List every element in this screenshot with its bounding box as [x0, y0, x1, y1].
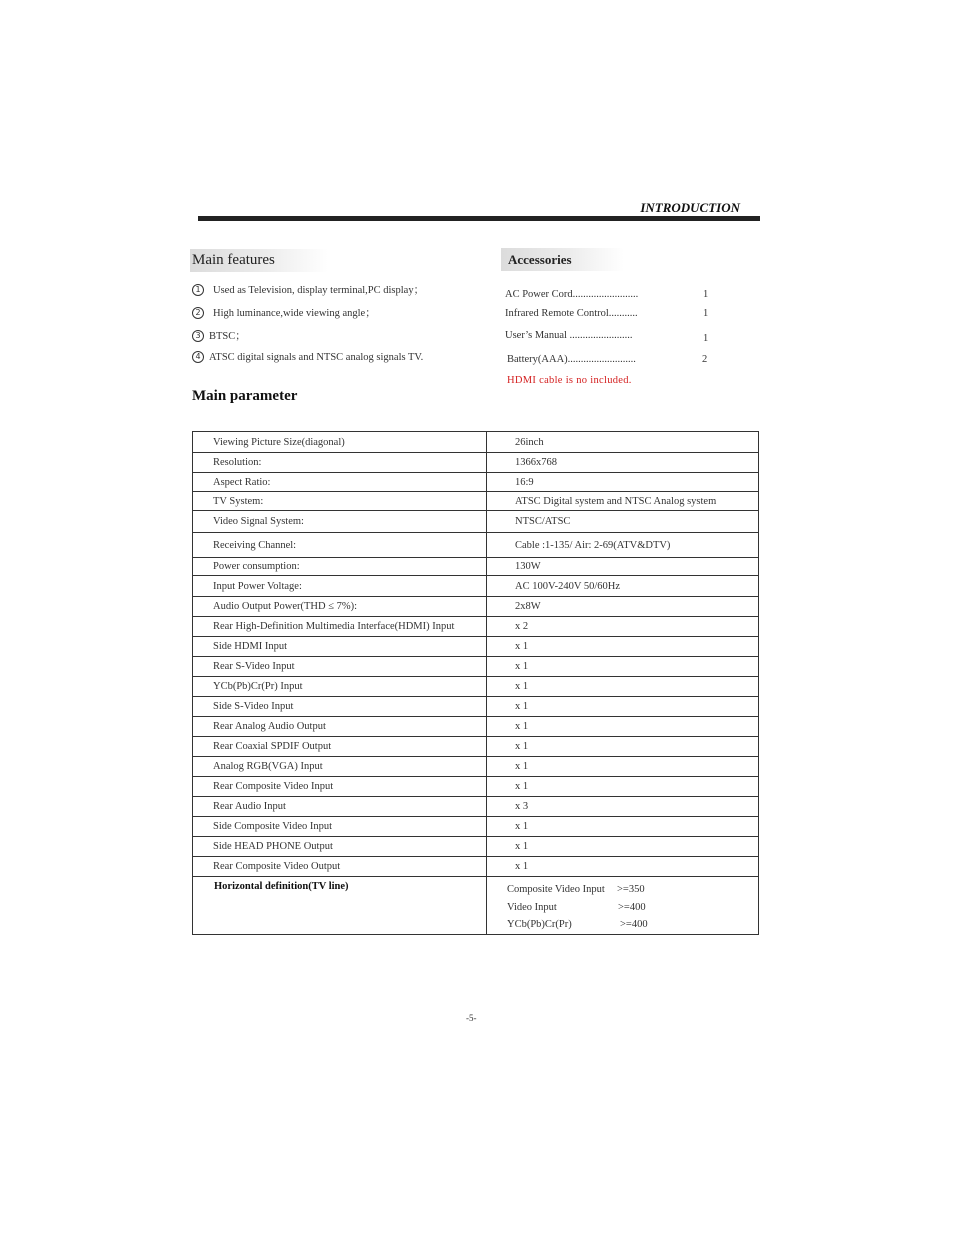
param-value: x 1 — [487, 837, 759, 857]
param-label: Analog RGB(VGA) Input — [193, 757, 487, 777]
param-label: TV System: — [193, 492, 487, 511]
hdef-key: Composite Video Input — [507, 884, 605, 895]
param-label: Power consumption: — [193, 558, 487, 576]
param-value: x 1 — [487, 657, 759, 677]
param-value: NTSC/ATSC — [487, 511, 759, 533]
page-number: -5- — [466, 1013, 477, 1023]
param-label: Side Composite Video Input — [193, 817, 487, 837]
param-label: Audio Output Power(THD ≤ 7%): — [193, 597, 487, 617]
param-label: Resolution: — [193, 453, 487, 473]
feature-item — [192, 282, 424, 297]
accessory-qty: 1 — [703, 289, 709, 300]
param-label: Side HDMI Input — [193, 637, 487, 657]
hdef-key: Video Input — [507, 901, 557, 913]
param-label: Rear Coaxial SPDIF Output — [193, 737, 487, 757]
table-row — [193, 737, 759, 757]
param-value: 2x8W — [487, 597, 759, 617]
param-value: x 1 — [487, 777, 759, 797]
param-label: Rear Composite Video Input — [193, 777, 487, 797]
param-label: Horizontal definition(TV line) — [193, 877, 487, 935]
table-row — [193, 797, 759, 817]
feature-text: Used as Television, display terminal,PC display； — [213, 285, 425, 296]
hdef-line — [507, 881, 758, 899]
table-row — [193, 453, 759, 473]
feature-item — [192, 328, 246, 343]
hdef-key: YCb(Pb)Cr(Pr) — [507, 919, 572, 930]
accessory-qty: 1 — [703, 308, 709, 319]
param-label: Rear High-Definition Multimedia Interface(HDMI) Input — [193, 617, 487, 637]
param-value: x 1 — [487, 817, 759, 837]
accessories-note: HDMI cable is no included. — [507, 375, 632, 386]
table-row — [193, 877, 759, 935]
table-row — [193, 492, 759, 511]
feature-text: BTSC； — [209, 331, 246, 342]
param-value: x 1 — [487, 737, 759, 757]
param-value: Cable :1-135/ Air: 2-69(ATV&DTV) — [487, 533, 759, 558]
param-value: 130W — [487, 558, 759, 576]
header-title: INTRODUCTION — [640, 200, 740, 215]
param-value: x 3 — [487, 797, 759, 817]
parameters-table — [192, 431, 759, 935]
accessories-heading: Accessories — [501, 248, 624, 271]
table-row — [193, 533, 759, 558]
table-row — [193, 473, 759, 492]
header-rule — [198, 216, 760, 221]
number-1-icon: 1 — [192, 284, 204, 296]
accessory-item — [507, 354, 722, 365]
accessory-qty: 1 — [703, 333, 709, 344]
param-value: 26inch — [487, 432, 759, 453]
table-row — [193, 757, 759, 777]
table-row — [193, 558, 759, 576]
accessory-item — [505, 308, 720, 319]
accessory-qty: 2 — [702, 354, 708, 365]
table-row — [193, 637, 759, 657]
hdef-value: >=400 — [618, 901, 646, 913]
table-row — [193, 857, 759, 877]
param-value: x 1 — [487, 637, 759, 657]
features-heading: Main features — [190, 249, 328, 272]
param-value: x 1 — [487, 757, 759, 777]
table-row — [193, 837, 759, 857]
table-row — [193, 576, 759, 597]
param-label: Rear S-Video Input — [193, 657, 487, 677]
hdef-line — [507, 916, 758, 934]
table-row — [193, 657, 759, 677]
param-value: x 1 — [487, 697, 759, 717]
param-label: Rear Analog Audio Output — [193, 717, 487, 737]
table-row — [193, 511, 759, 533]
hdef-line — [507, 899, 758, 917]
param-value: 16:9 — [487, 473, 759, 492]
param-label: Side S-Video Input — [193, 697, 487, 717]
param-label: Aspect Ratio: — [193, 473, 487, 492]
feature-item — [192, 351, 423, 363]
accessory-item — [505, 330, 720, 344]
feature-text: ATSC digital signals and NTSC analog signals TV. — [209, 351, 424, 363]
number-4-icon: 4 — [192, 351, 204, 363]
table-row — [193, 777, 759, 797]
param-value: x 2 — [487, 617, 759, 637]
number-3-icon: 3 — [192, 330, 204, 342]
param-label: Input Power Voltage: — [193, 576, 487, 597]
param-label: YCb(Pb)Cr(Pr) Input — [193, 677, 487, 697]
table-row — [193, 677, 759, 697]
hdef-value: >=400 — [620, 919, 648, 930]
param-label: Side HEAD PHONE Output — [193, 837, 487, 857]
accessory-name: Battery(AAA).......................... — [507, 354, 636, 365]
param-value: x 1 — [487, 717, 759, 737]
param-label: Viewing Picture Size(diagonal) — [193, 432, 487, 453]
table-row — [193, 697, 759, 717]
param-label: Rear Audio Input — [193, 797, 487, 817]
param-label: Receiving Channel: — [193, 533, 487, 558]
table-row — [193, 617, 759, 637]
feature-item — [192, 305, 376, 320]
param-value: x 1 — [487, 857, 759, 877]
param-value: 1366x768 — [487, 453, 759, 473]
accessory-item — [505, 289, 720, 300]
accessory-name: Infrared Remote Control........... — [505, 308, 638, 319]
param-value: x 1 — [487, 677, 759, 697]
parameters-heading: Main parameter — [192, 388, 298, 404]
number-2-icon: 2 — [192, 307, 204, 319]
param-value: ATSC Digital system and NTSC Analog system — [487, 492, 759, 511]
accessory-name: User’s Manual ........................ — [505, 330, 633, 341]
table-row — [193, 817, 759, 837]
param-label: Video Signal System: — [193, 511, 487, 533]
table-row — [193, 432, 759, 453]
horizontal-definition-values — [487, 877, 759, 935]
param-value: AC 100V-240V 50/60Hz — [487, 576, 759, 597]
hdef-value: >=350 — [617, 884, 645, 895]
table-row — [193, 717, 759, 737]
accessory-name: AC Power Cord......................... — [505, 289, 639, 300]
table-row — [193, 597, 759, 617]
feature-text: High luminance,wide viewing angle； — [213, 308, 376, 319]
param-label: Rear Composite Video Output — [193, 857, 487, 877]
